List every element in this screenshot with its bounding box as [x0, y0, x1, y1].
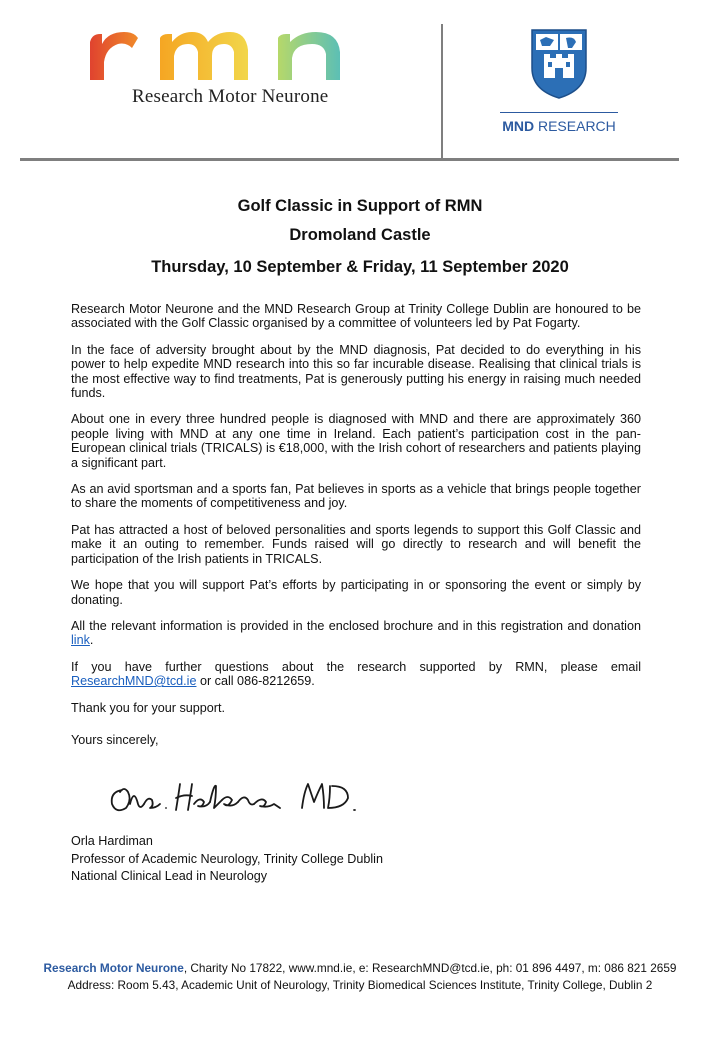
contact-end: or call 086-8212659. [196, 674, 315, 689]
paragraph-adversity: In the face of adversity brought about by the MND diagnosis, Pat decided to do everything in his power to help expedite MND research into this so far incurable disease. Realising that clinical trials is the most effective way to find treatments, Pat is generously putting his energy in raising much needed funds. [71, 342, 641, 401]
letter-body [71, 302, 641, 759]
paragraph-statistics: About one in every three hundred people is diagnosed with MND and there are approximately 360 people living with MND at any one time in Ireland. Each patient’s participation cost in the pan-European clinical trials (TRICALS) is €18,000, with the Irish cohort of researchers and patients playing a significant part. [71, 412, 641, 470]
letter-titles [0, 193, 720, 283]
donation-link[interactable]: link [71, 633, 90, 648]
mnd-research-rest: RESEARCH [534, 118, 616, 134]
footer-address: Address: Room 5.43, Academic Unit of Neurology, Trinity Biomedical Sciences Institute, Trinity College, Dublin 2 [67, 978, 653, 992]
mnd-research-label [500, 118, 618, 134]
rmn-logo-letters [82, 22, 392, 84]
information-end: . [89, 633, 94, 648]
rmn-logo [82, 22, 392, 122]
footer-contact-line [0, 960, 720, 977]
mnd-research-bold: MND [502, 118, 535, 134]
paragraph-information [71, 619, 641, 648]
signer-role: National Clinical Lead in Neurology [71, 869, 268, 883]
event-title: Golf Classic in Support of RMN [237, 197, 483, 215]
paragraph-contact [71, 660, 641, 689]
contact-text: If you have further questions about the research supported by RMN, please email [71, 659, 641, 674]
footer-contact-details: , Charity No 17822, www.mnd.ie, e: ResearchMND@tcd.ie, ph: 01 896 4497, m: 086 821 2659 [183, 961, 677, 975]
paragraph-thanks: Thank you for your support. [71, 700, 226, 715]
letter-footer [0, 960, 720, 994]
handwritten-signature [104, 774, 374, 824]
signer-block [71, 833, 571, 886]
header-vertical-divider [441, 24, 443, 158]
information-text: All the relevant information is provided in the enclosed brochure and in this registration and donation [71, 618, 641, 633]
paragraph-support: We hope that you will support Pat’s efforts by participating in or sponsoring the event or simply by donating. [71, 578, 641, 607]
rmn-logo-name: Research Motor Neurone [132, 86, 329, 107]
paragraph-legends: Pat has attracted a host of beloved personalities and sports legends to support this Golf Classic and make it an outing to remember. Funds raised will go directly to research and will benefit the participation of the Irish patients in TRICALS. [71, 522, 641, 566]
paragraph-intro: Research Motor Neurone and the MND Research Group at Trinity College Dublin are honoured to be associated with the Golf Classic organised by a committee of volunteers led by Pat Fogarty. [71, 302, 641, 331]
letterhead [0, 0, 720, 165]
trinity-crest-icon [530, 28, 588, 100]
event-venue: Dromoland Castle [289, 226, 431, 244]
footer-org-name: Research Motor Neurone [43, 961, 184, 975]
header-horizontal-divider [20, 158, 679, 161]
signer-title: Professor of Academic Neurology, Trinity College Dublin [71, 851, 383, 866]
closing-salutation: Yours sincerely, [71, 732, 159, 747]
event-dates: Thursday, 10 September & Friday, 11 September 2020 [151, 258, 569, 276]
email-link[interactable]: ResearchMND@tcd.ie [71, 674, 197, 689]
signer-name: Orla Hardiman [71, 834, 153, 848]
paragraph-sportsman: As an avid sportsman and a sports fan, Pat believes in sports as a vehicle that brings people together to share the moments of competitiveness and joy. [71, 482, 641, 511]
mnd-research-rule [500, 112, 618, 113]
